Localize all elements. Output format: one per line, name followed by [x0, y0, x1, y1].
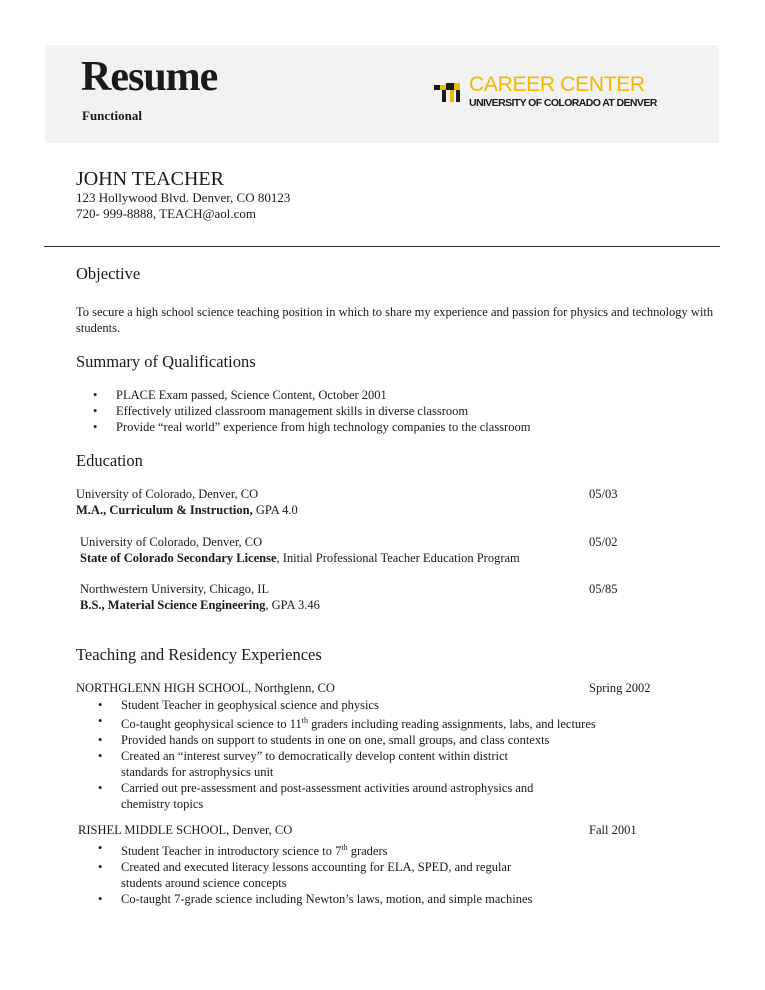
list-item: • Created an “interest survey” to democratically develop content within district — [98, 749, 509, 764]
list-item: • Provided hands on support to students in one on one, small groups, and class contexts — [98, 733, 550, 748]
superscript: th — [341, 843, 348, 852]
bullet: • — [98, 749, 103, 764]
bullet: • — [98, 714, 103, 728]
bullet: • — [98, 892, 103, 907]
list-item: • Carried out pre-assessment and post-assessment activities around astrophysics and — [98, 781, 534, 796]
list-item: • Created and executed literacy lessons accounting for ELA, SPED, and regular — [98, 860, 512, 875]
list-item-continuation: standards for astrophysics unit — [121, 765, 274, 780]
resume-subtitle: Functional — [82, 108, 142, 123]
qualifications-heading: Summary of Qualifications — [76, 352, 256, 371]
bullet: • — [98, 733, 103, 748]
education-degree-line — [80, 599, 320, 612]
list-item-continuation: students around science concepts — [121, 876, 287, 891]
education-school: Northwestern University, Chicago, IL — [80, 582, 270, 596]
education-degree: State of Colorado Secondary License — [80, 551, 277, 565]
education-degree: M.A., Curriculum & Instruction, — [76, 503, 253, 517]
resume-title: Resume — [81, 54, 218, 100]
experience-heading: Teaching and Residency Experiences — [76, 645, 322, 664]
bullet: • — [98, 698, 103, 712]
education-detail: , Initial Professional Teacher Education Program — [276, 551, 520, 565]
education-school: University of Colorado, Denver, CO — [76, 487, 259, 501]
education-date: 05/85 — [589, 582, 618, 596]
list-item: • Provide “real world” experience from high technology companies to the classroom — [93, 420, 531, 434]
qualifications-list — [93, 387, 531, 435]
list-item: • Student Teacher in introductory science to 7th graders — [98, 841, 388, 859]
employer: NORTHGLENN HIGH SCHOOL, Northglenn, CO — [76, 681, 335, 695]
objective-heading: Objective — [76, 264, 141, 283]
education-school: University of Colorado, Denver, CO — [80, 535, 263, 549]
education-date: 05/02 — [589, 535, 618, 549]
candidate-name: JOHN TEACHER — [76, 168, 224, 190]
education-detail: , GPA 3.46 — [265, 598, 320, 612]
bullet: • — [93, 404, 98, 418]
divider — [44, 246, 720, 247]
job-date: Spring 2002 — [589, 681, 651, 695]
list-item-continuation: chemistry topics — [121, 797, 204, 812]
bullet: • — [98, 841, 103, 855]
education-date: 05/03 — [589, 487, 618, 501]
education-degree-line — [80, 552, 520, 565]
education-heading: Education — [76, 451, 143, 470]
job-duties-list — [98, 840, 533, 907]
education-detail: GPA 4.0 — [252, 503, 298, 517]
bullet: • — [93, 388, 98, 402]
education-degree: B.S., Material Science Engineering — [80, 598, 266, 612]
list-item: • Effectively utilized classroom management skills in diverse classroom — [93, 404, 469, 418]
list-item: • Co-taught geophysical science to 11th graders including reading assignments, labs, and lectures — [98, 714, 596, 732]
contact-address: 123 Hollywood Blvd. Denver, CO 80123 — [76, 190, 291, 205]
job-date: Fall 2001 — [589, 823, 637, 837]
bullet: • — [98, 781, 103, 796]
career-center-logo-icon — [434, 81, 466, 105]
education-degree-line — [76, 504, 298, 517]
job-duties-list — [98, 697, 596, 812]
list-item: • Co-taught 7-grade science including Newton’s laws, motion, and simple machines — [98, 892, 533, 907]
logo-subtitle: UNIVERSITY OF COLORADO AT DENVER — [469, 97, 657, 109]
contact-phone-email: 720- 999-8888, TEACH@aol.com — [76, 206, 256, 221]
superscript: th — [301, 716, 308, 725]
logo-title: CAREER CENTER — [469, 73, 645, 96]
employer: RISHEL MIDDLE SCHOOL, Denver, CO — [78, 823, 293, 837]
bullet: • — [98, 860, 103, 875]
objective-text: To secure a high school science teaching position in which to share my experience and passion for physics and technology with students. — [76, 305, 714, 335]
bullet: • — [93, 420, 98, 434]
list-item: • Student Teacher in geophysical science and physics — [98, 698, 379, 712]
list-item: • PLACE Exam passed, Science Content, October 2001 — [93, 388, 387, 402]
